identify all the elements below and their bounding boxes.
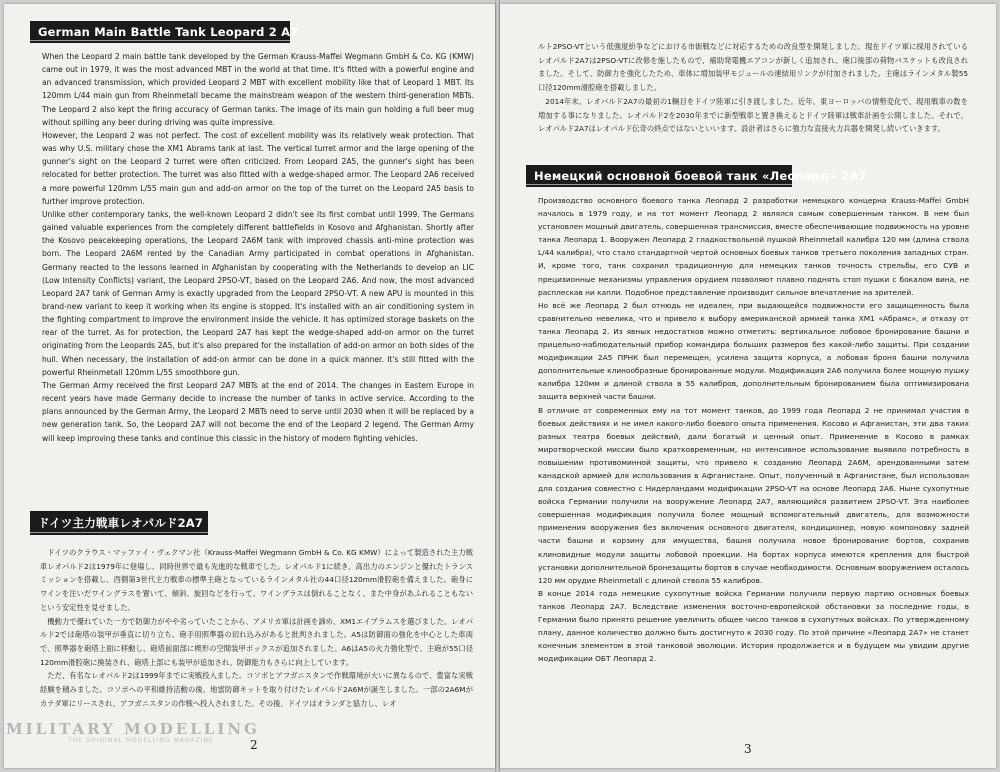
russian-body-text — [538, 194, 969, 665]
english-paragraph: Unlike other contemporary tanks, the well-known Leopard 2 didn't see its first combat until 1999. The Germans gained valuable experiences from the completely different battlefields in Kosovo and Afghanistan. Shortly after the Kosovo peacekeeping operations, the Leopard 2A6M tank with improved chassis anti-mine protection was born. The Leopard 2A6M rented by the Canadian Army participated in combat operations in Afghanistan. Germany reacted to the lessons learned in Afghanistan by cooperating with the Netherlands to develop an LIC (Low Intensity Conflicts) variant, the Leopard 2PSO-VT, based on the Leopard 2A6. And now, the most advanced Leopard 2A7 tank of German Army is exactly upgraded from the Leopard 2PSO-VT. A new APU is mounted in this brand-new variant to keep it working when its engine is stopped. It's installed with an air conditioning system in the fighting compartment to improve the environment inside the vehicle. It has optimized storage baskets on the rear of the turret. As for protection, the Leopard 2A7 has kept the wedge-shaped add-on armor on the turret originating from the Leopards 2A5, but it's also prepared for the installation of add-on armor on both sides of the hull. When necessary, the installation of add-on armor can be done in a quick manner. It's still fitted with the powerful Rheinmetall 120mm L/55 smoothbore gun. — [42, 209, 474, 377]
right-page — [500, 4, 996, 768]
english-section-heading: German Main Battle Tank Leopard 2 A7 — [30, 21, 290, 43]
japanese-paragraph: 機動力で優れていた一方で防御力がやや劣っていたことから、アメリカ軍は計画を諦め、XM1エイブラムスを選びました。レオパルド2では砲塔の装甲が垂直に切り立ち、砲手用照準器の切れ込みがあると批判されました。A5は防御面の強化を中心とした車両で、照準器を砲塔上面に移動し、砲塔前面部に楔形の空間装甲ボックスが追加されました。A6はA5の火力強化型で、主砲が55口径120mm滑腔砲に換装され、砲塔上部にも装甲が追加され、防御能力もさらに向上しています。 — [40, 616, 473, 667]
english-paragraph: When the Leopard 2 main battle tank developed by the German Krauss-Maffei Wegmann GmbH & Co. KG (KMW) came out in 1979, it was the most advanced MBT in the world at that time. It's fitted with a powerful engine and an advanced transmission, which provided Leopard 2 MBT with excellent mobility like that of Leopard 1 MBT. Its 120mm L/44 main gun from Rheinmetall became the mainstream weapon of the western third-generation MBTs. The Leopard 2 also kept the firing accuracy of German tanks. The image of its main gun holding a full beer mug without spilling any beer during driving was quite impressive. — [42, 52, 474, 127]
japanese-paragraph: 2014年末、レオパルド2A7の最初の1輌目をドイツ陸軍に引き渡しました。近年、東ヨーロッパの情勢変化で、現用戦車の数を増加する事になりました。レオパルド2を2030年までに新型戦車と置き換えるとドイツ陸軍は戦車計画を公開しました。それで、レオパルド2A7はレオパルド伝奇の終点ではないといいます。設計者はさらに強力な直接火力兵器を開発し続いていきます。 — [538, 96, 968, 134]
russian-paragraph: Но всё же Леопард 2 был отнюдь не идеален, при выдающейся подвижности его защищенность была сравнительно невелика, что и привело к выбору американской армией танка XM1 «Абрамс», и отказу от танка Леопард 2. Из явных недостатков можно отметить: вертикальное лобовое бронирование башни и прицельно-наблюдательный прибор командира больших размеров без какой-либо защиты. При создании модификации 2А5 ПРНК был перемещен, усилена защита корпуса, а лобовая броня башни получила дополнительные клинообразные бронированные модули. Модификация 2А6 получила более мощную пушку калибра 120мм и длиной ствола в 55 калибров, дополнительным бронированием была оптимизирована защита верхней части башни. — [538, 300, 969, 402]
russian-paragraph: В отличие от современных ему на тот момент танков, до 1999 года Леопард 2 не принимал участия в боевых действиях и не имел какого-либо боевого опыта применения. Косово и Афганистан, эти два таких разных театра боевых действий, дали богатый и ценный опыт. Применение в Косово в рамках миротворческой миссии было кратковременным, но интенсивное использование выявило потребность в повышении противоминной защиты, что привело к созданию Леопард 2А6М, арендованными затем канадской армией для использования в Афганистане. Опыт, полученный в Афганистане, был использован для создания совместно с Нидерландами модификации 2PSO-VT на основе Леопард 2А6. Ныне сухопутные войска Германии получили на вооружение Леопард 2А7, являющийся развитием 2PSO-VT. Эта наиболее совершенная модификация получила более мощный вспомогательный двигатель, для возможности применения вооружения без включения основного двигателя, кондиционер, новую компоновку задней части башни и корзину для имущества, башня получила новое бронирование бортов, сохранив клиновидные модули защиты лобовой проекции. На бортах корпуса имеются крепления для быстрой установки дополнительной бронезащиты бортов в случае необходимости. Основным вооружением осталось 120 мм орудие Rheinmetall с длиной ствола 55 калибров. — [538, 405, 969, 585]
russian-paragraph: В конце 2014 года немецкие сухопутные войска Германии получили первую партию основных боевых танков Леопард 2А7. Вследствие изменения восточно-европейской обстановки за последние годы, в Германии было принято решение увеличить общее число танков в сухопутных войсках. По утвержденному плану, данное количество должно быть достигнуто к 2030 году. По этой причине «Леопард 2А7» не станет конечным элементом в этой танковой эволюции. История продолжается и в будущем мы увидим другие модификации ОБТ Леопард 2. — [538, 588, 969, 664]
watermark-logo: MILITARY MODELLING — [6, 720, 260, 738]
japanese-continued-text — [538, 40, 968, 136]
japanese-section-heading: ドイツ主力戦車レオパルド2A7 — [30, 511, 208, 535]
japanese-paragraph: ドイツのクラウス・マッファイ・ヴェクマン社（Krauss-Maffei Wegmann GmbH & Co. KG KMW）によって製造された主力戦車レオパルド2は1979年に登場し、同時世界で最も先進的な戦車でした。レオパルド1に続き、高出力のエンジンと優れたトランスミッションを搭載し、西側第3世代主力戦車の標準主砲となっているラインメタル社の44口径120mm滑腔砲を備えました。砲身にワインを注いだワイングラスを置いて、傾斜、旋回などを行って、ワイングラスは倒れることなく、また中身があふれることもないという安定性を見せました。 — [40, 548, 473, 612]
english-paragraph: The German Army received the first Leopard 2A7 MBTs at the end of 2014. The changes in Eastern Europe in recent years have made Germany decide to increase the number of tanks in active service. According to the plans announced by the German Army, the Leopard 2 MBTs need to serve until 2030 when it will be replaced by a new generation tank. So, the Leopard 2A7 will not become the end of the Leopard 2 legend. The German Army will keep improving these tanks and continue this classic in the history of modern fighting vehicles. — [42, 380, 474, 443]
japanese-paragraph: ただ、有名なレオパルド2は1999年までに実戦投入ました。コソボとアフガニスタンで作戦環境が大いに異なるので、豊富な実戦経験を積みました。コソボへの平和維持活動の後、地雷防御キットを取り付けたレオパルド2A6Mが誕生しました。一部の2A6Mがカナダ軍にリースされ、アフガニスタンの作戦へ投入されました。その後、ドイツはオランダと協力し、レオ — [40, 671, 473, 708]
russian-paragraph: Производство основного боевого танка Леопард 2 разработки немецкого концерна Krauss-Maffei GmbH началось в 1979 году, и на тот момент Леопард 2 являлся самым совершенным танком. В нем был установлен мощный двигатель, совершенная трансмиссия, вместе обеспечивающие подвижность на уровне танка Леопард 1. Вооружен Леопард 2 гладкоствольной пушкой Rheinmetall калибра 120 мм (длина ствола L/44 калибра), что стало стандартной чертой основных боевых танков третьего поколения западных стран. И, кроме того, танк сохранил традиционную для немецких танков точность стрельбы, его СУВ и прецизионные механизмы управления орудием позволяют плавно поднять стоп пушки с бокалом вина, не расплескав ни капли. Подобное представление производит сильное впечатление на зрителей. — [538, 196, 969, 297]
left-page — [4, 4, 495, 768]
japanese-paragraph: ルト2PSO-VTという低強度紛争などにおける市街戦などに対応するための改良型を開発しました。現在ドイツ軍に採用されているレオパルド2A7は2PSO-VTに改修を施したもので、補助発電機エアコンが新しく追加され、砲口後部の荷物バスケットも改良されました。そして、防御力を強化したため、車体に増加装甲モジュールの連結用リンクが付加されました。主砲はラインメタル製55口径120mm滑腔砲を搭載しました。 — [538, 42, 968, 93]
english-body-text — [42, 50, 474, 445]
watermark-tagline: THE ORIGINAL MODELLING MAGAZINE — [68, 737, 214, 744]
english-paragraph: However, the Leopard 2 was not perfect. The cost of excellent mobility was its relatively weak protection. That was why U.S. military chose the XM1 Abrams tank at last. The vertical turret armor and the large opening of the gunner's sight on the Leopard 2 turret were often criticized. From Leopard 2A5, the gunner's sight has been relocated for better protection. The turret was also fitted with a wedge-shaped armor. The Leopard 2A6 received a more powerful 120mm L/55 main gun and add-on armor on the top of the turret on the Leopard 2A5 basis to further improve protection. — [42, 130, 474, 206]
russian-section-heading: Немецкий основной боевой танк «Леопард» 2А7 — [526, 165, 792, 187]
page-number: 2 — [250, 738, 258, 752]
japanese-body-text — [40, 546, 473, 710]
page-number: 3 — [744, 742, 752, 756]
